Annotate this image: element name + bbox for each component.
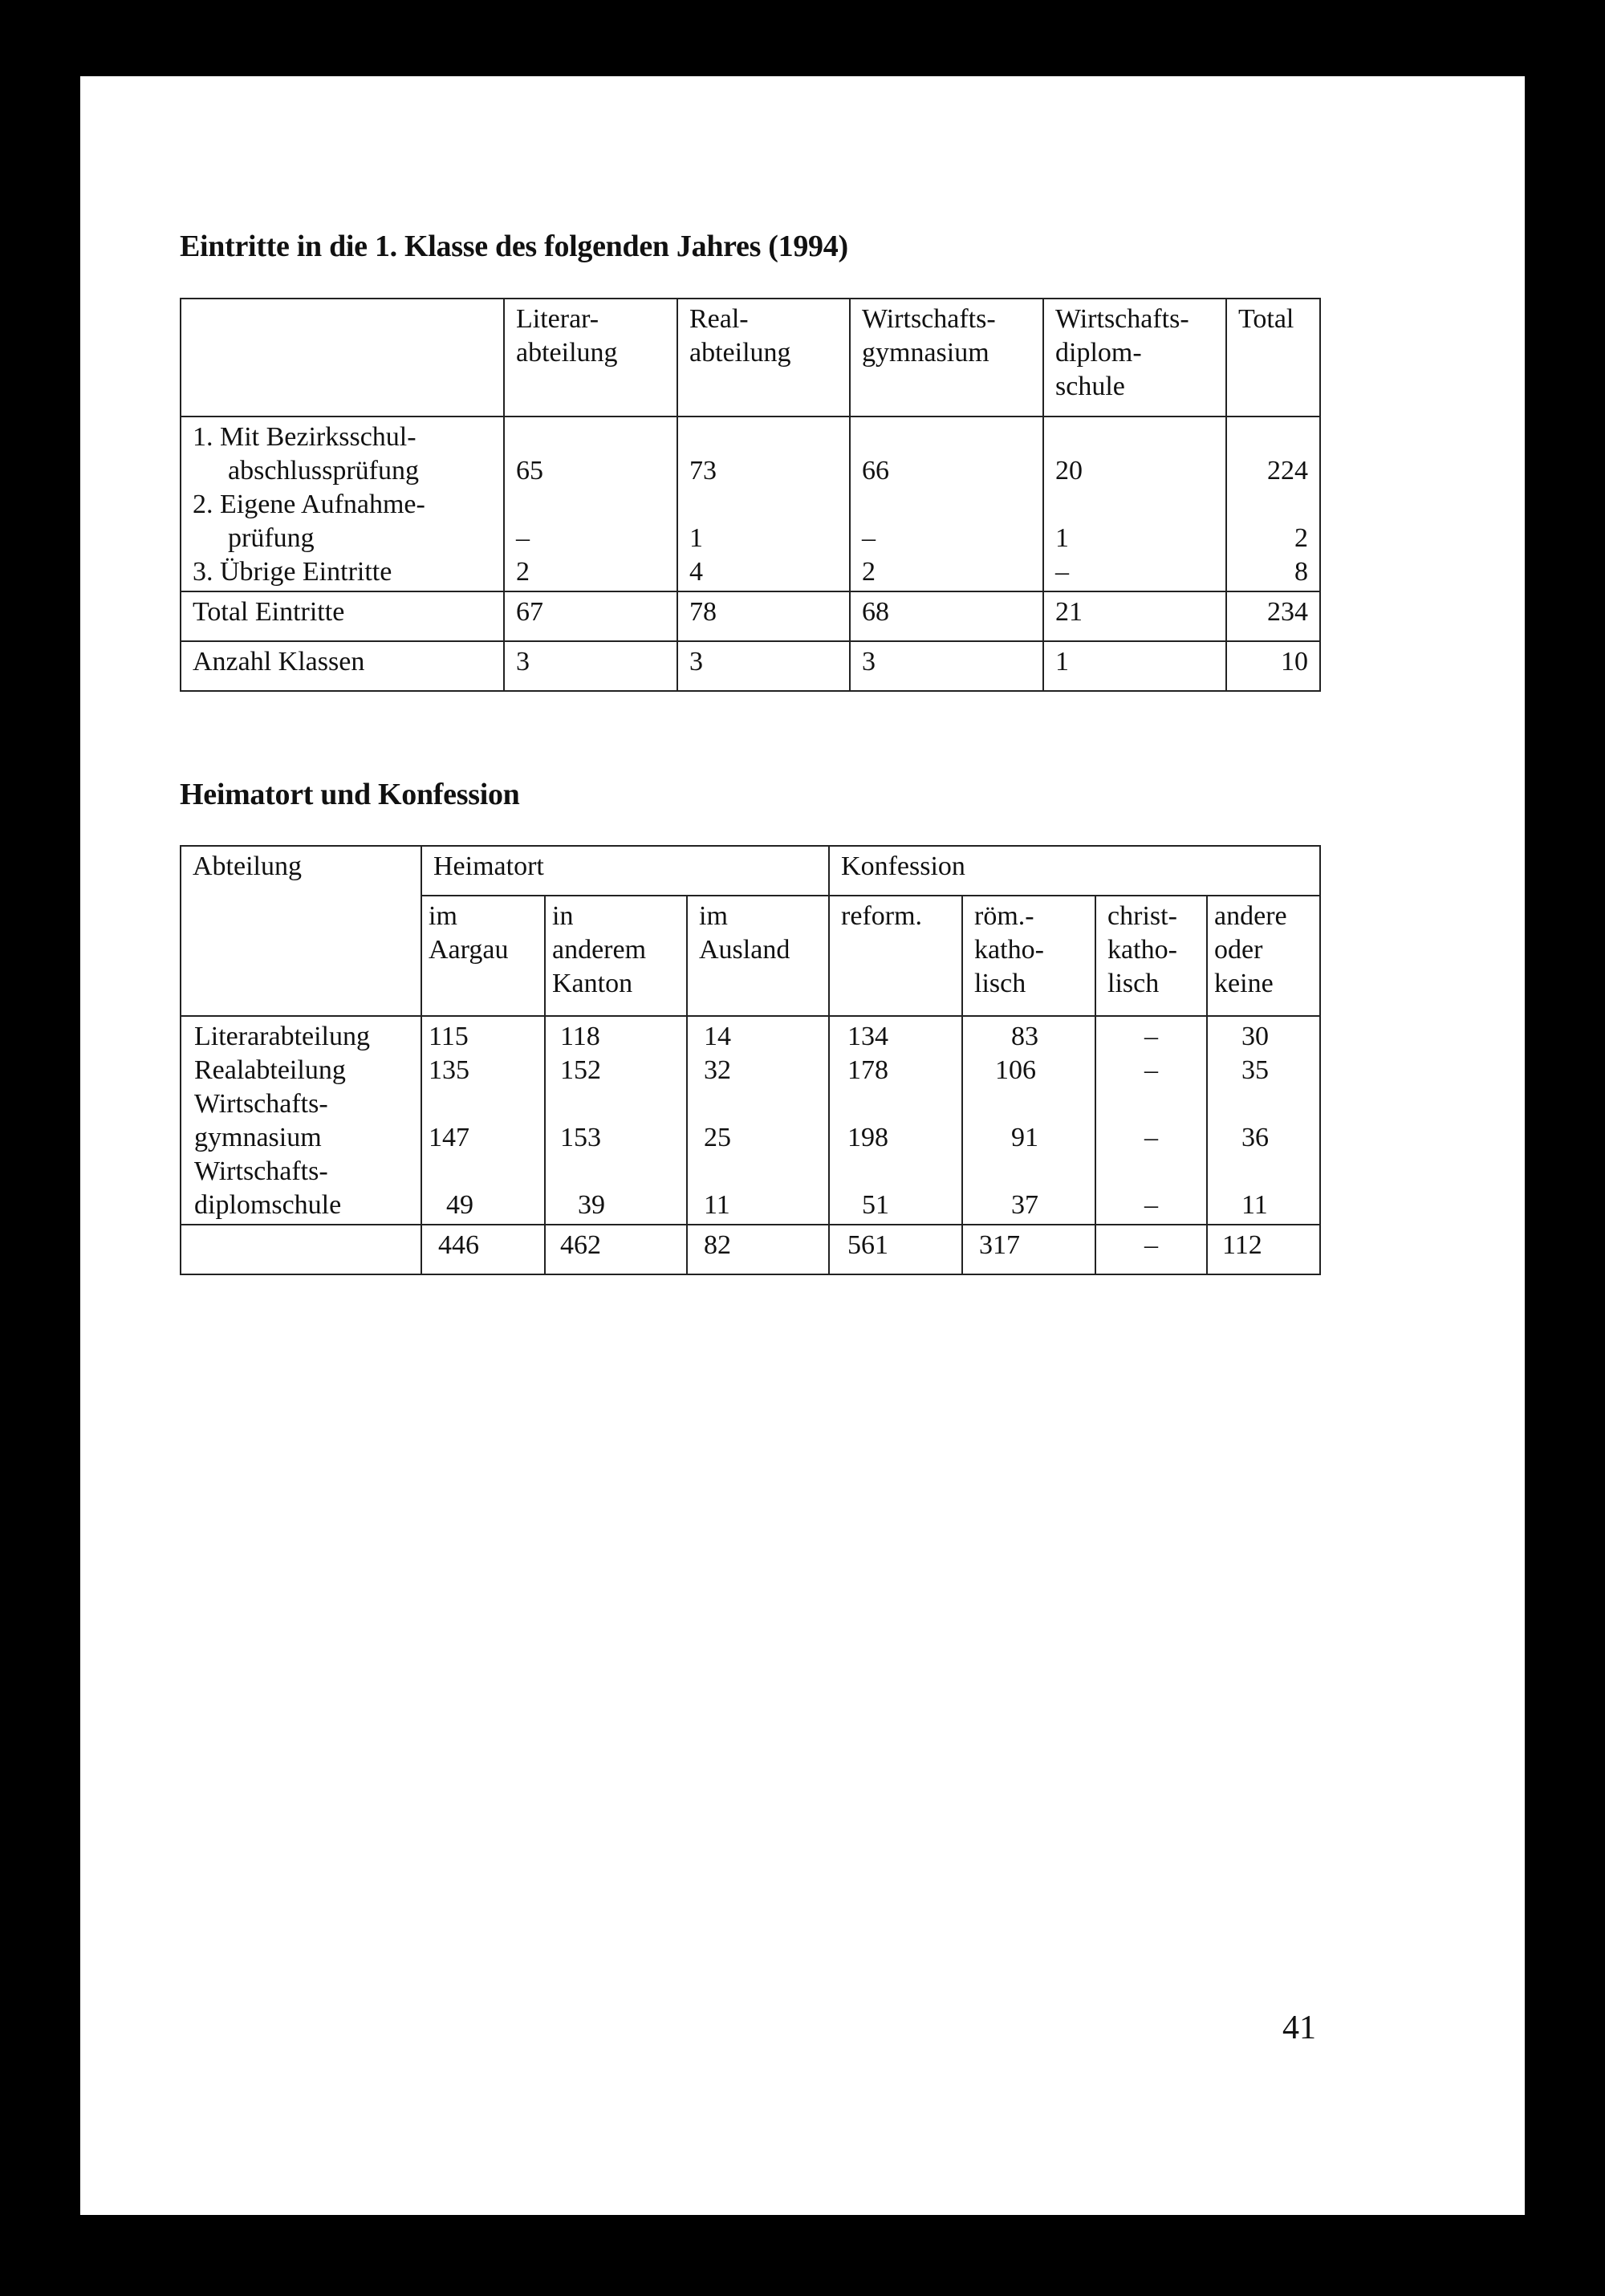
origin-data-row — [181, 1016, 1320, 1225]
section2-title: Heimatort und Konfession — [180, 778, 520, 811]
col-christkatholisch: – – – – — [1095, 1016, 1207, 1225]
entries-header-blank — [181, 299, 504, 417]
breakdown-real: 73 1 4 — [677, 417, 850, 591]
header-realabteilung: Real- abteilung — [677, 299, 850, 417]
total-entries-row: Total Eintritte 67 78 68 21 234 — [181, 591, 1320, 641]
col-roem-katholisch: 83 106 91 37 — [962, 1016, 1095, 1225]
subheader-reform: reform. — [829, 896, 962, 1016]
breakdown-gymnasium: 66 – 2 — [850, 417, 1043, 591]
subheader-christkatholisch: christ- katho- lisch — [1095, 896, 1207, 1016]
origin-totals-row: 446 462 82 561 317 – 112 — [181, 1225, 1320, 1274]
col-ausland: 14 32 25 11 — [687, 1016, 829, 1225]
class-count-label: Anzahl Klassen — [181, 641, 504, 691]
department-labels: Literarabteilung Realabteilung Wirtschafts- gymnasium Wirtschafts- diplomschule — [181, 1016, 421, 1225]
subheader-im-ausland: im Ausland — [687, 896, 829, 1016]
breakdown-labels: 1. Mit Bezirksschul- abschlussprüfung 2. Eigene Aufnahme- prüfung 3. Übrige Eintritte — [181, 417, 504, 591]
breakdown-literar: 65 – 2 — [504, 417, 677, 591]
breakdown-total: 224 2 8 — [1226, 417, 1320, 591]
document-page — [80, 76, 1525, 2215]
class-count-row: Anzahl Klassen 3 3 3 1 10 — [181, 641, 1320, 691]
col-anderem-kanton: 118 152 153 39 — [545, 1016, 687, 1225]
header-abteilung: Abteilung — [181, 846, 421, 1016]
header-wirtschaftsgymnasium: Wirtschafts- gymnasium — [850, 299, 1043, 417]
entries-breakdown-row — [181, 417, 1320, 591]
header-wirtschaftsdiplomschule: Wirtschafts- diplom- schule — [1043, 299, 1226, 417]
subheader-im-aargau: im Aargau — [421, 896, 545, 1016]
entries-table — [180, 298, 1321, 692]
col-aargau: 115 135 147 49 — [421, 1016, 545, 1225]
subheader-anderem-kanton: in anderem Kanton — [545, 896, 687, 1016]
col-reform: 134 178 198 51 — [829, 1016, 962, 1225]
origin-header-row — [181, 846, 1320, 896]
subheader-andere: andere oder keine — [1207, 896, 1320, 1016]
header-literarabteilung: Literar- abteilung — [504, 299, 677, 417]
breakdown-diplomschule: 20 1 – — [1043, 417, 1226, 591]
section1-title: Eintritte in die 1. Klasse des folgenden Jahres (1994) — [180, 230, 848, 263]
origin-confession-table — [180, 845, 1321, 1275]
entries-header-row — [181, 299, 1320, 417]
subheader-roem-katholisch: röm.- katho- lisch — [962, 896, 1095, 1016]
page-number: 41 — [1282, 2010, 1316, 2046]
header-heimatort: Heimatort — [421, 846, 829, 896]
header-konfession: Konfession — [829, 846, 1320, 896]
header-total: Total — [1226, 299, 1320, 417]
totals-label-blank — [181, 1225, 421, 1274]
col-andere: 30 35 36 11 — [1207, 1016, 1320, 1225]
total-entries-label: Total Eintritte — [181, 591, 504, 641]
